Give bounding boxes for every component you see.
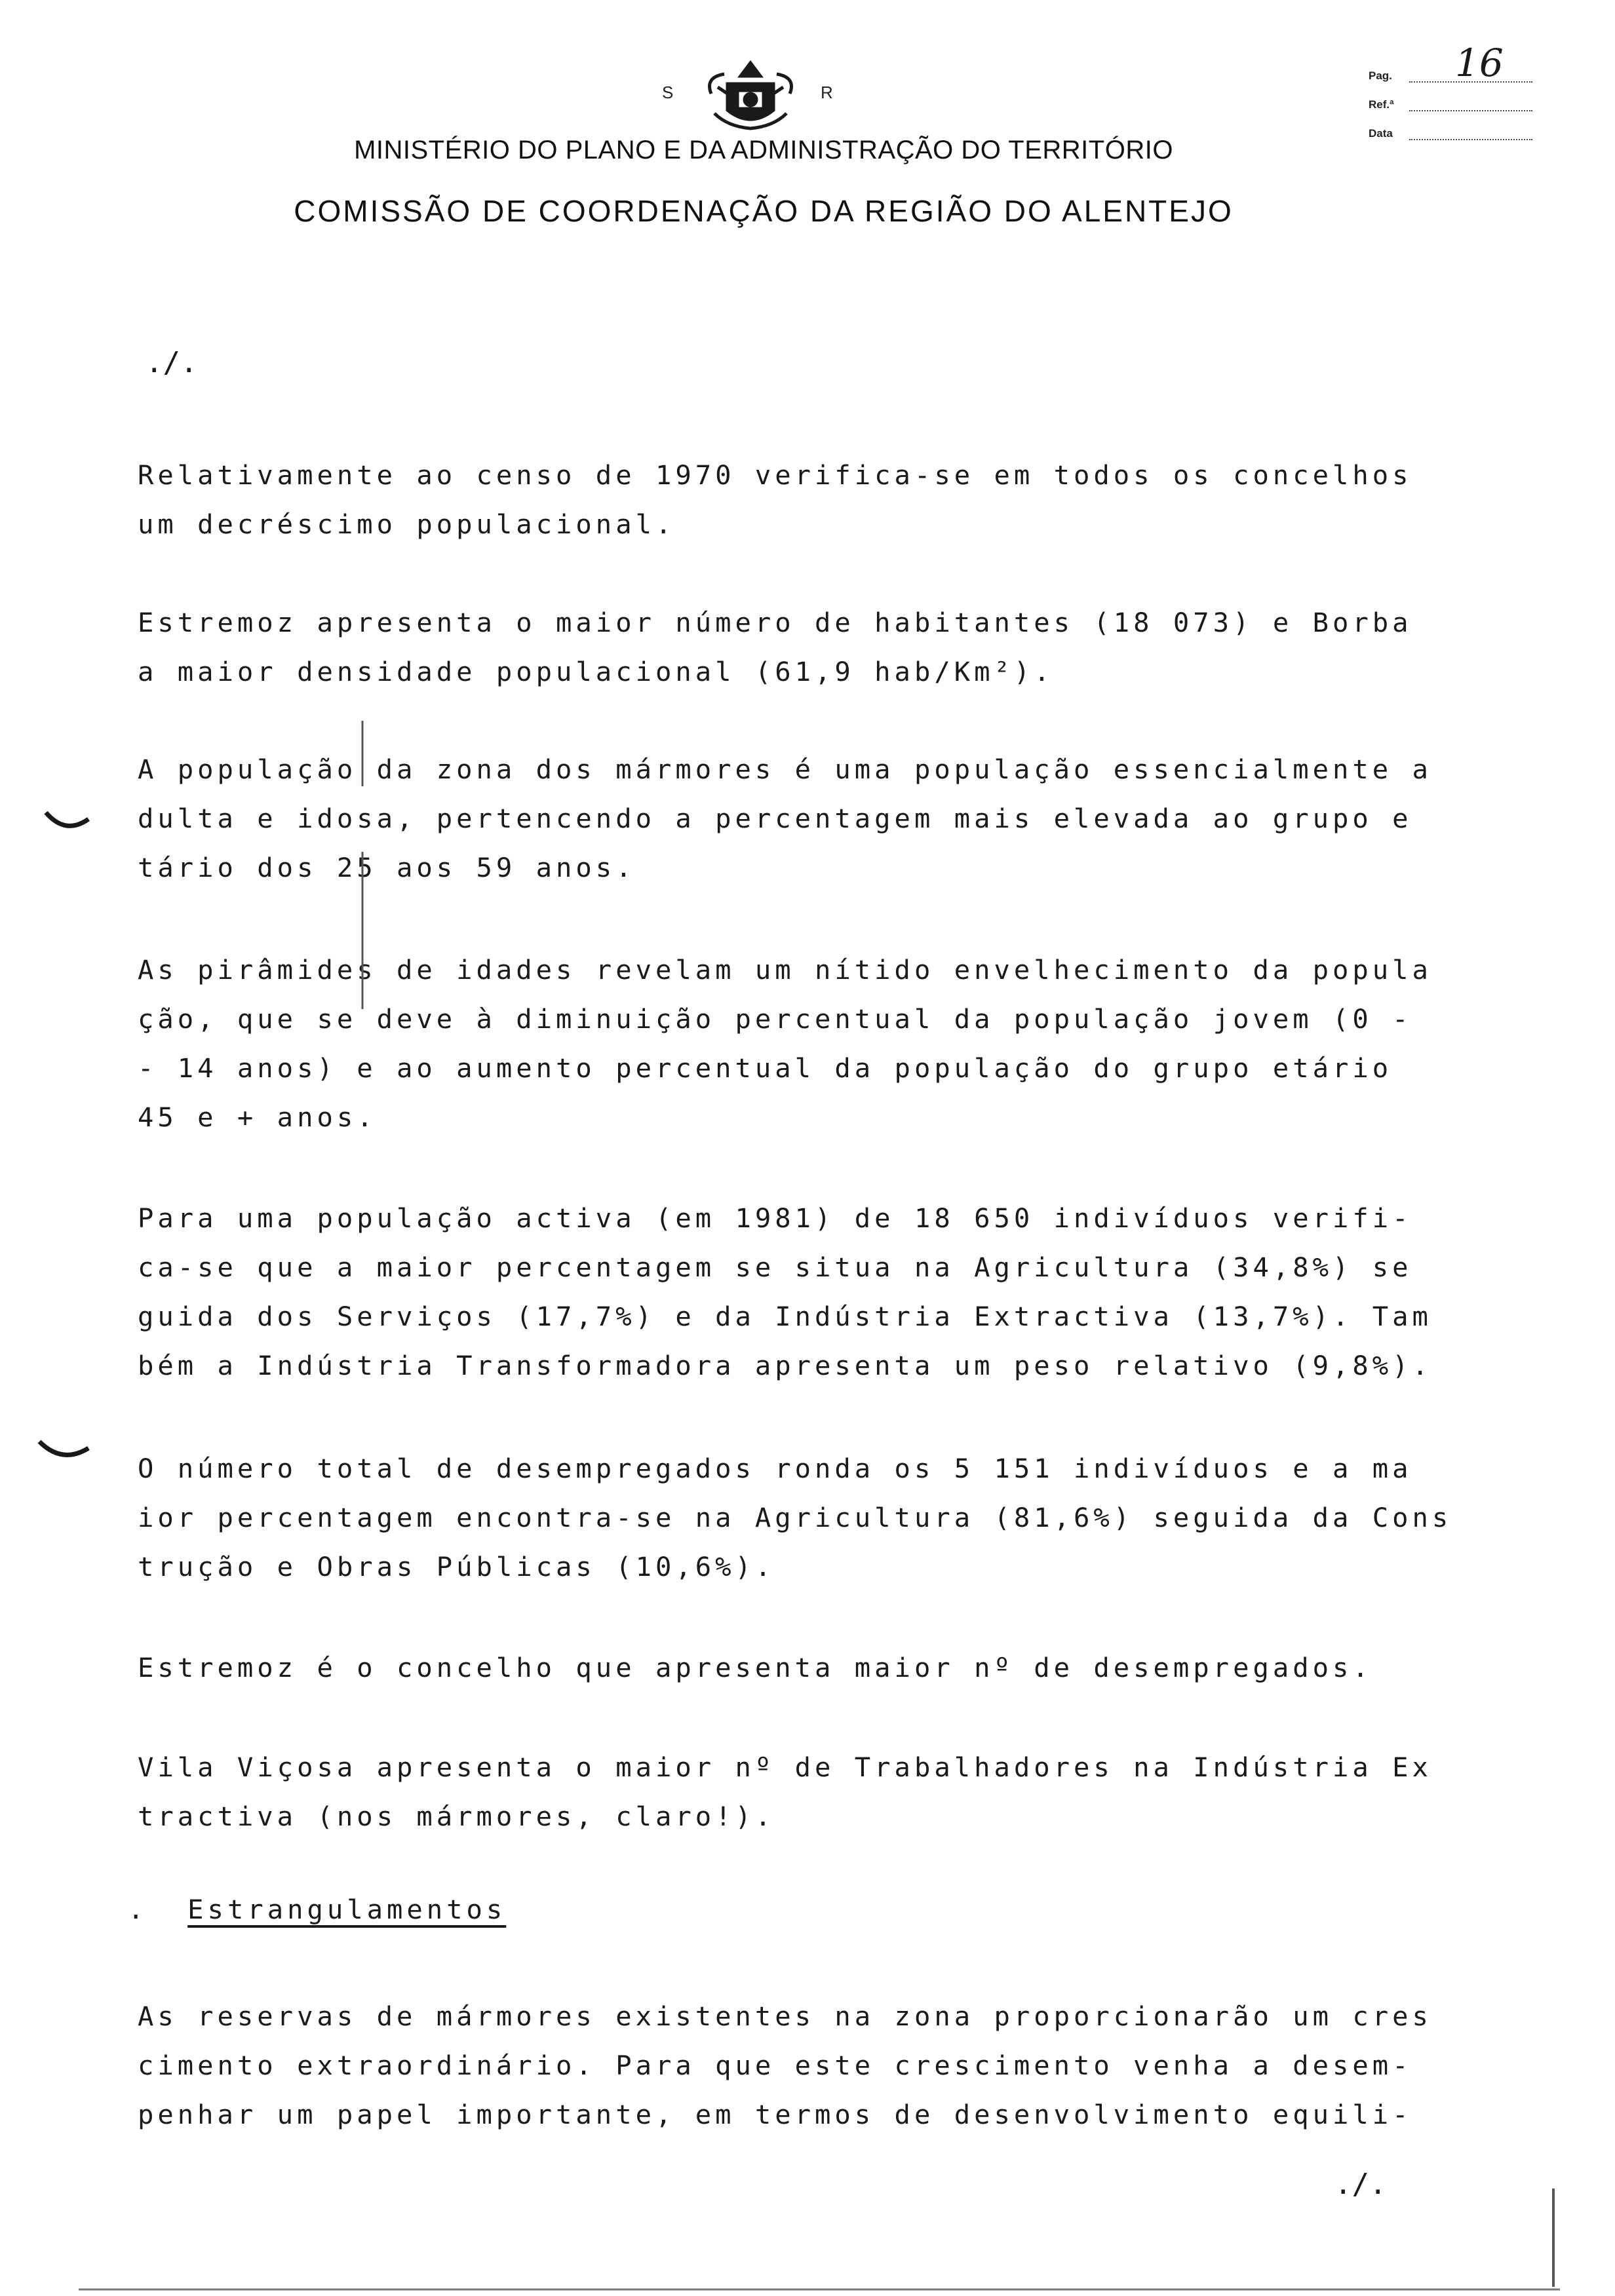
text-line: Vila Viçosa apresenta o maior nº de Trabalhadores na Indústria Ex (138, 1751, 1432, 1783)
text-line: - 14 anos) e ao aumento percentual da população do grupo etário (138, 1052, 1393, 1084)
text-line: Para uma população activa (em 1981) de 18 650 indivíduos verifi- (138, 1202, 1412, 1234)
continuation-mark-bottom: ./. (1334, 2168, 1387, 2201)
text-line: guida dos Serviços (17,7%) e da Indústria Extractiva (13,7%). Tam (138, 1301, 1432, 1332)
page-label: Pag. (1369, 69, 1392, 82)
continuation-mark-top: ./. (146, 346, 198, 379)
text-line: 45 e + anos. (138, 1101, 377, 1133)
text-line: A população da zona dos mármores é uma população essencialmente a (138, 754, 1432, 785)
heading-title: Estrangulamentos (187, 1894, 507, 1925)
emblem-right-letter: R (821, 83, 833, 102)
text-line: um decréscimo populacional. (138, 508, 676, 540)
binder-hole-mark-lower (39, 1442, 88, 1455)
commission-title: COMISSÃO DE COORDENAÇÃO DA REGIÃO DO ALENTEJO (294, 194, 1234, 228)
text-line: tário dos 25 aos 59 anos. (138, 852, 636, 883)
text-line: bém a Indústria Transformadora apresenta um peso relativo (9,8%). (138, 1350, 1432, 1381)
emblem-left-letter: S (662, 83, 674, 102)
heading-bullet: . (128, 1894, 148, 1925)
text-line: trução e Obras Públicas (10,6%). (138, 1551, 775, 1582)
text-line: a maior densidade populacional (61,9 hab/Km²). (138, 656, 1054, 687)
text-line: dulta e idosa, pertencendo a percentagem mais elevada ao grupo e (138, 803, 1412, 834)
text-line: O número total de desempregados ronda os 5 151 indivíduos e a ma (138, 1453, 1412, 1484)
text-line: As reservas de mármores existentes na zona proporcionarão um cres (138, 2000, 1432, 2032)
page-number: 16 (1455, 41, 1504, 85)
text-line: Relativamente ao censo de 1970 verifica-se em todos os concelhos (138, 459, 1412, 491)
text-line: Estremoz é o concelho que apresenta maior nº de desempregados. (138, 1652, 1372, 1683)
text-line: ca-se que a maior percentagem se situa na Agricultura (34,8%) se (138, 1252, 1412, 1283)
text-line: tractiva (nos mármores, claro!). (138, 1801, 775, 1832)
binder-hole-mark-upper (46, 813, 88, 826)
text-line: penhar um papel importante, em termos de desenvolvimento equili- (138, 2099, 1412, 2130)
text-line: As pirâmides de idades revelam um nítido envelhecimento da popula (138, 954, 1432, 985)
reference-label: Ref.ª (1369, 98, 1394, 111)
text-line: Estremoz apresenta o maior número de habitantes (18 073) e Borba (138, 607, 1412, 638)
text-line: cimento extraordinário. Para que este crescimento venha a desem- (138, 2050, 1412, 2081)
text-line: ior percentagem encontra-se na Agricultura (81,6%) seguida da Cons (138, 1502, 1452, 1533)
text-line: ção, que se deve à diminuição percentual da população jovem (0 - (138, 1003, 1412, 1035)
ministry-title: MINISTÉRIO DO PLANO E DA ADMINISTRAÇÃO DO TERRITÓRIO (354, 136, 1173, 164)
date-label: Data (1369, 127, 1393, 140)
